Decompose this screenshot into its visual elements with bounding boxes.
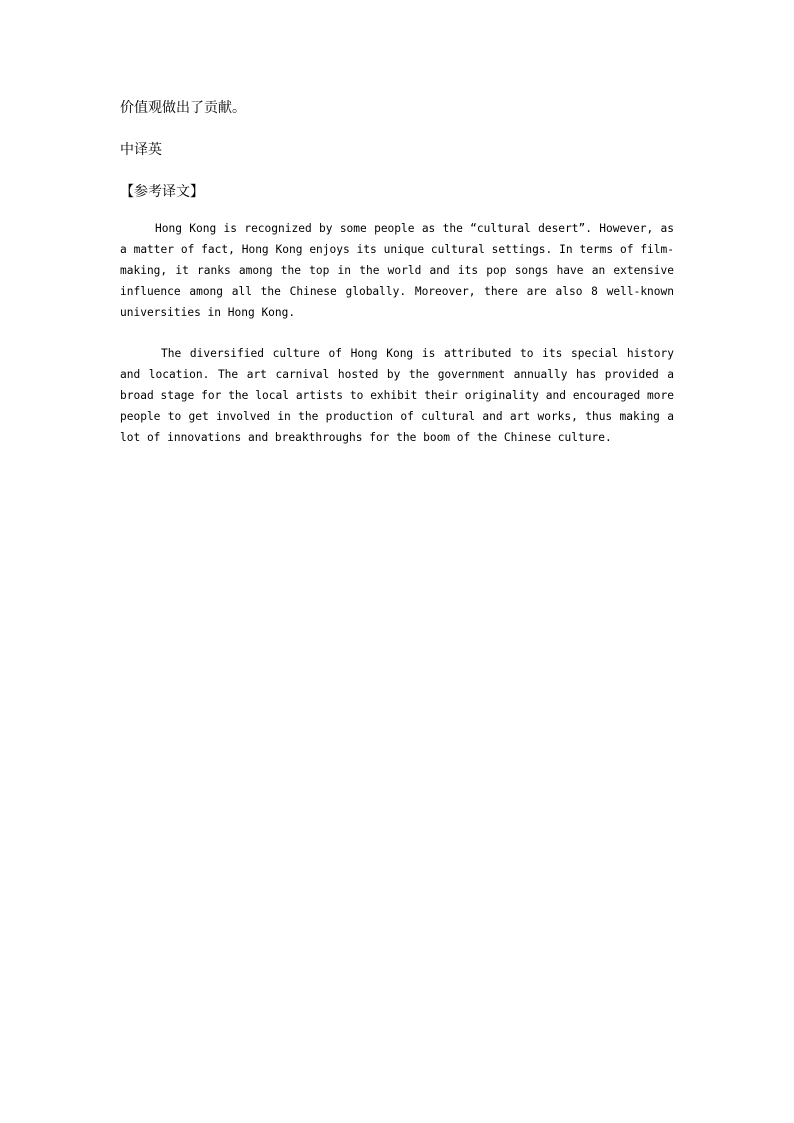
continuation-line: 价值观做出了贡献。 [120,100,246,116]
reference-heading: 【参考译文】 [120,184,204,200]
document-page [120,98,674,448]
translation-paragraph-1: Hong Kong is recognized by some people as the “cultural desert”. However, as a matter of fact, Hong Kong enjoys its unique cultural settings. In terms of film-making, it ranks among the top in the world and its pop songs have an extensive influence among all the Chinese globally. Moreover, there are also 8 well-known universities in Hong Kong. [120,222,674,319]
section-title: 中译英 [120,142,162,158]
translation-paragraph-2: The diversified culture of Hong Kong is attributed to its special history and location. The art carnival hosted by the government annually has provided a broad stage for the local artists to exhibit their originality and encouraged more people to get involved in the production of cultural and art works, thus making a lot of innovations and breakthroughs for the boom of the Chinese culture. [120,347,674,444]
